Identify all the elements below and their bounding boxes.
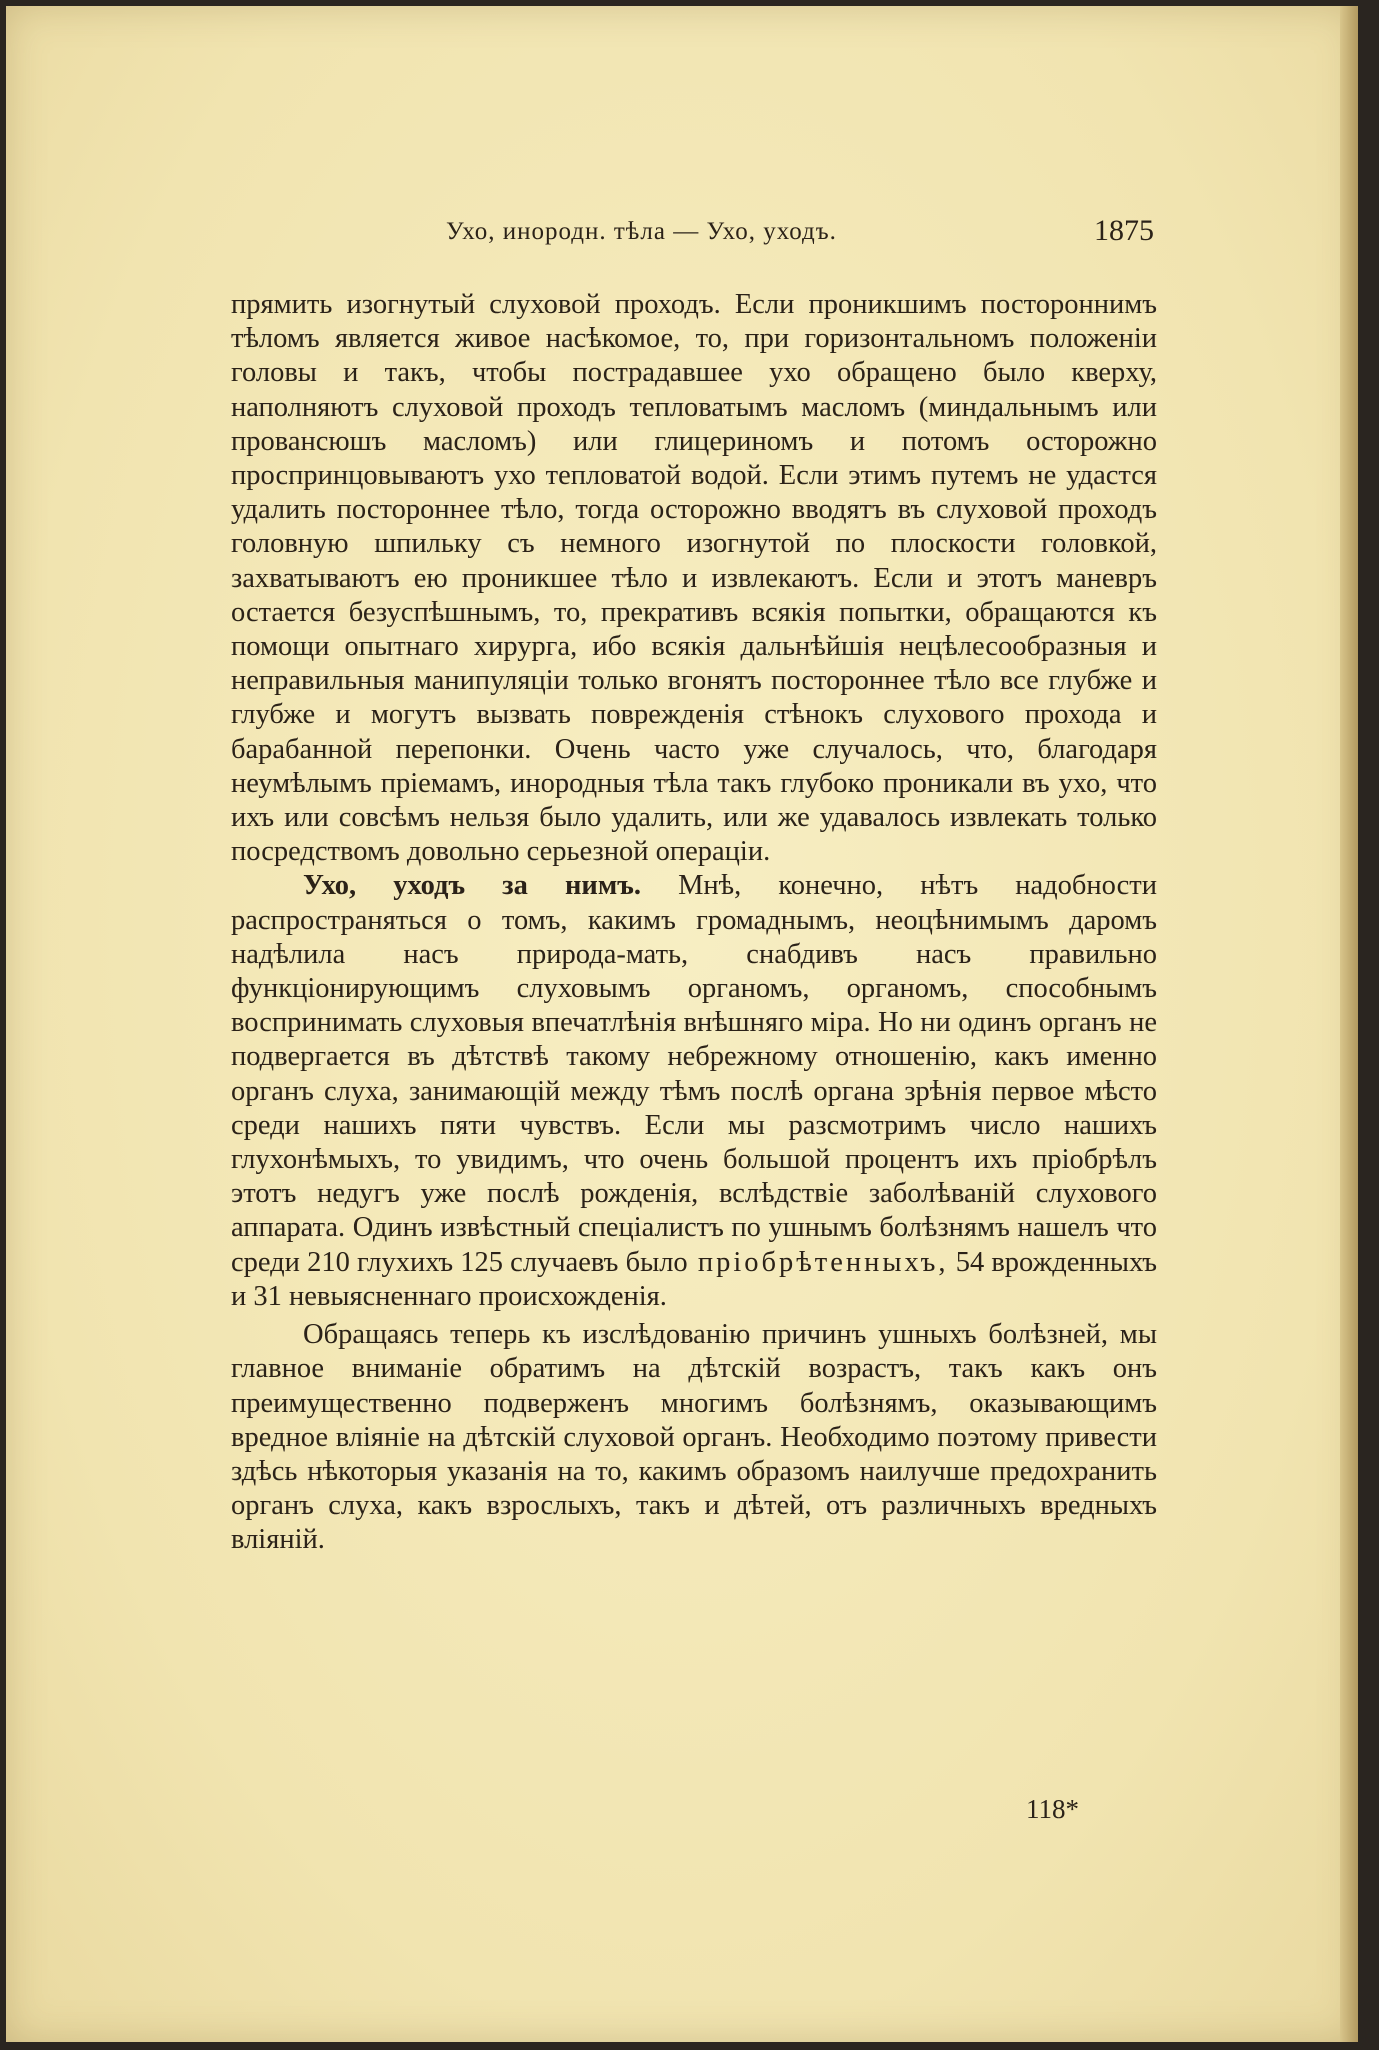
book-page <box>6 6 1358 2042</box>
page-edge <box>1340 6 1358 2042</box>
paragraph-2-text: Мнѣ, конечно, нѣтъ надобности распространяться о томъ, какимъ громаднымъ, неоцѣнимымъ даромъ надѣлила насъ природа-мать, снабдивъ насъ правильно функціонирующимъ слуховымъ органомъ, органомъ, способнымъ воспринимать слуховыя впечатлѣнія внѣшняго міра. Но ни одинъ органъ не подвергается въ дѣтствѣ такому небрежному отношенію, какъ именно органъ слуха, занимающій между тѣмъ послѣ органа зрѣнія первое мѣсто среди нашихъ пяти чувствъ. Если мы разсмотримъ число нашихъ глухонѣмыхъ, то увидимъ, что очень большой процентъ ихъ пріобрѣлъ этотъ недугъ уже послѣ рожденія, вслѣдствіе заболѣваній слухового аппарата. Одинъ извѣстный спеціалистъ по ушнымъ болѣзнямъ нашелъ что среди 210 глухихъ 125 случаевъ было <box>231 870 1157 1278</box>
page-number: 1875 <box>1094 214 1154 247</box>
paragraph-1: прямить изогнутый слуховой проходъ. Если проникшимъ постороннимъ тѣломъ является живое насѣкомое, то, при горизонтальномъ положеніи головы и такъ, чтобы пострадавшее ухо обращено было кверху, наполняютъ слуховой проходъ тепловатымъ масломъ (миндальнымъ или провансюшъ масломъ) или глицериномъ и потомъ осторожно проспринцовываютъ ухо тепловатой водой. Если этимъ путемъ не удастся удалить постороннее тѣло, тогда осторожно вводятъ въ слуховой проходъ головную шпильку съ немного изогнутой по плоскости головкой, захватываютъ ею проникшее тѣло и извлекаютъ. Если и этотъ маневръ остается безуспѣшнымъ, то, прекративъ всякія попытки, обращаются къ помощи опытнаго хирурга, ибо всякія дальнѣйшія нецѣлесообразныя и неправильныя манипуляціи только вгонятъ постороннее тѣло все глубже и глубже и могутъ вызвать поврежденія стѣнокъ слухового прохода и барабанной перепонки. Очень часто уже случалось, что, благодаря неумѣлымъ пріемамъ, инородныя тѣла такъ глубоко проникали въ ухо, что ихъ или совсѣмъ нельзя было удалить, или же удавалось извлекать только посредствомъ довольно серьезной операціи. <box>231 289 1157 868</box>
page-body <box>231 288 1157 1558</box>
spaced-emphasis: пріобрѣтенныхъ, <box>687 1246 949 1278</box>
paragraph-2-tail: 54 врожденныхъ и 31 невыясненнаго происхожденія. <box>231 1246 1157 1312</box>
paragraph-3: Обращаясь теперь къ изслѣдованію причинъ ушныхъ болѣзней, мы главное вниманіе обратимъ на дѣтскій возрастъ, такъ какъ онъ преимущественно подверженъ многимъ болѣзнямъ, оказывающимъ вредное вліяніе на дѣтскій слуховой органъ. Необходимо поэтому привести здѣсь нѣкоторыя указанія на то, какимъ образомъ наилучше предохранить органъ слуха, какъ взрослыхъ, такъ и дѣтей, отъ различныхъ вредныхъ вліяній. <box>231 1319 1157 1556</box>
running-head: Ухо, инородн. тѣла — Ухо, уходъ. <box>446 218 837 245</box>
page-header <box>6 214 1358 258</box>
section-heading: Ухо, уходъ за нимъ. <box>303 870 641 902</box>
signature-mark: 118* <box>1026 1794 1079 1824</box>
paragraph-2 <box>231 869 1157 1314</box>
